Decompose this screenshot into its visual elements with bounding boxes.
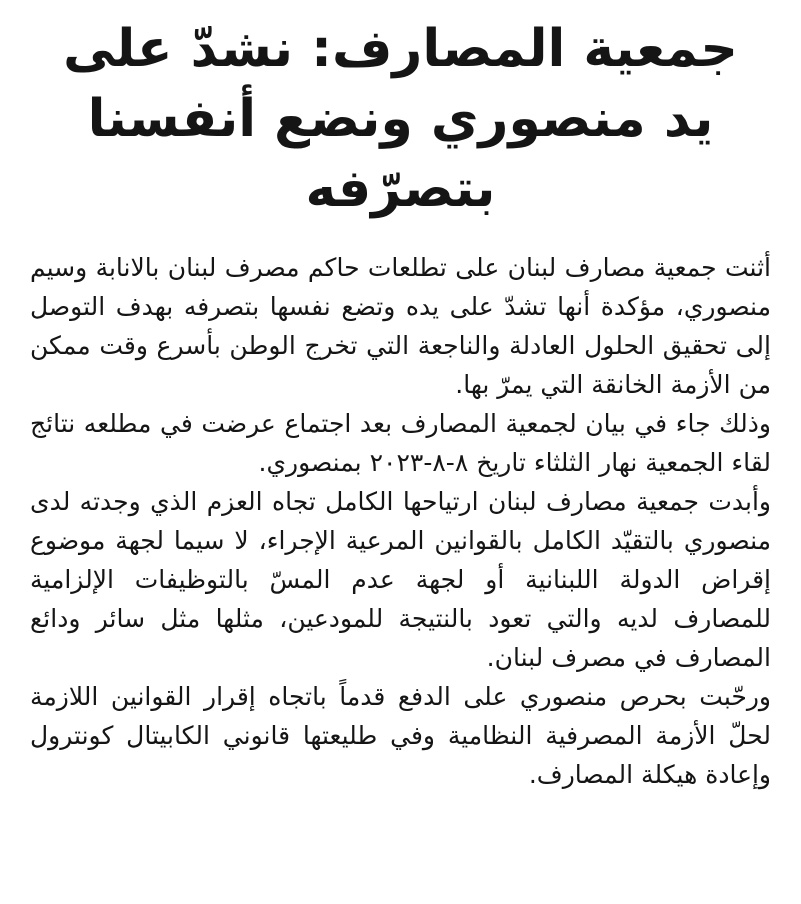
article-paragraph: وذلك جاء في بيان لجمعية المصارف بعد اجتماع عرضت في مطلعه نتائج لقاء الجمعية نهار الثلثاء تاريخ ٨-٨-٢٠٢٣ بمنصوري. — [30, 409, 771, 477]
article-paragraph: أثنت جمعية مصارف لبنان على تطلعات حاكم مصرف لبنان بالانابة وسيم منصوري، مؤكدة أنها تشدّ على يده وتضع نفسها بتصرفه بهدف التوصل إلى تحقيق الحلول العادلة والناجعة التي تخرج الوطن بأسرع وقت ممكن من الأزمة الخانقة التي يمرّ بها. — [30, 253, 771, 399]
article-paragraph: ورحّبت بحرص منصوري على الدفع قدماً باتجاه إقرار القوانين اللازمة لحلّ الأزمة المصرفية النظامية وفي طليعتها قانوني الكابيتال كونترول وإعادة هيكلة المصارف. — [30, 682, 771, 789]
article-paragraph: وأبدت جمعية مصارف لبنان ارتياحها الكامل تجاه العزم الذي وجدته لدى منصوري بالتقيّد الكامل بالقوانين المرعية الإجراء، لا سيما لجهة موضوع إقراض الدولة اللبنانية أو لجهة عدم المسّ بالتوظيفات الإلزامية للمصارف لديه والتي تعود بالنتيجة للمودعين، مثلها مثل سائر ودائع المصارف في مصرف لبنان. — [30, 487, 771, 672]
article-headline: جمعية المصارف: نشدّ على يد منصوري ونضع أنفسنا بتصرّفه — [63, 19, 738, 219]
news-article — [30, 14, 771, 894]
article-body — [30, 248, 771, 794]
